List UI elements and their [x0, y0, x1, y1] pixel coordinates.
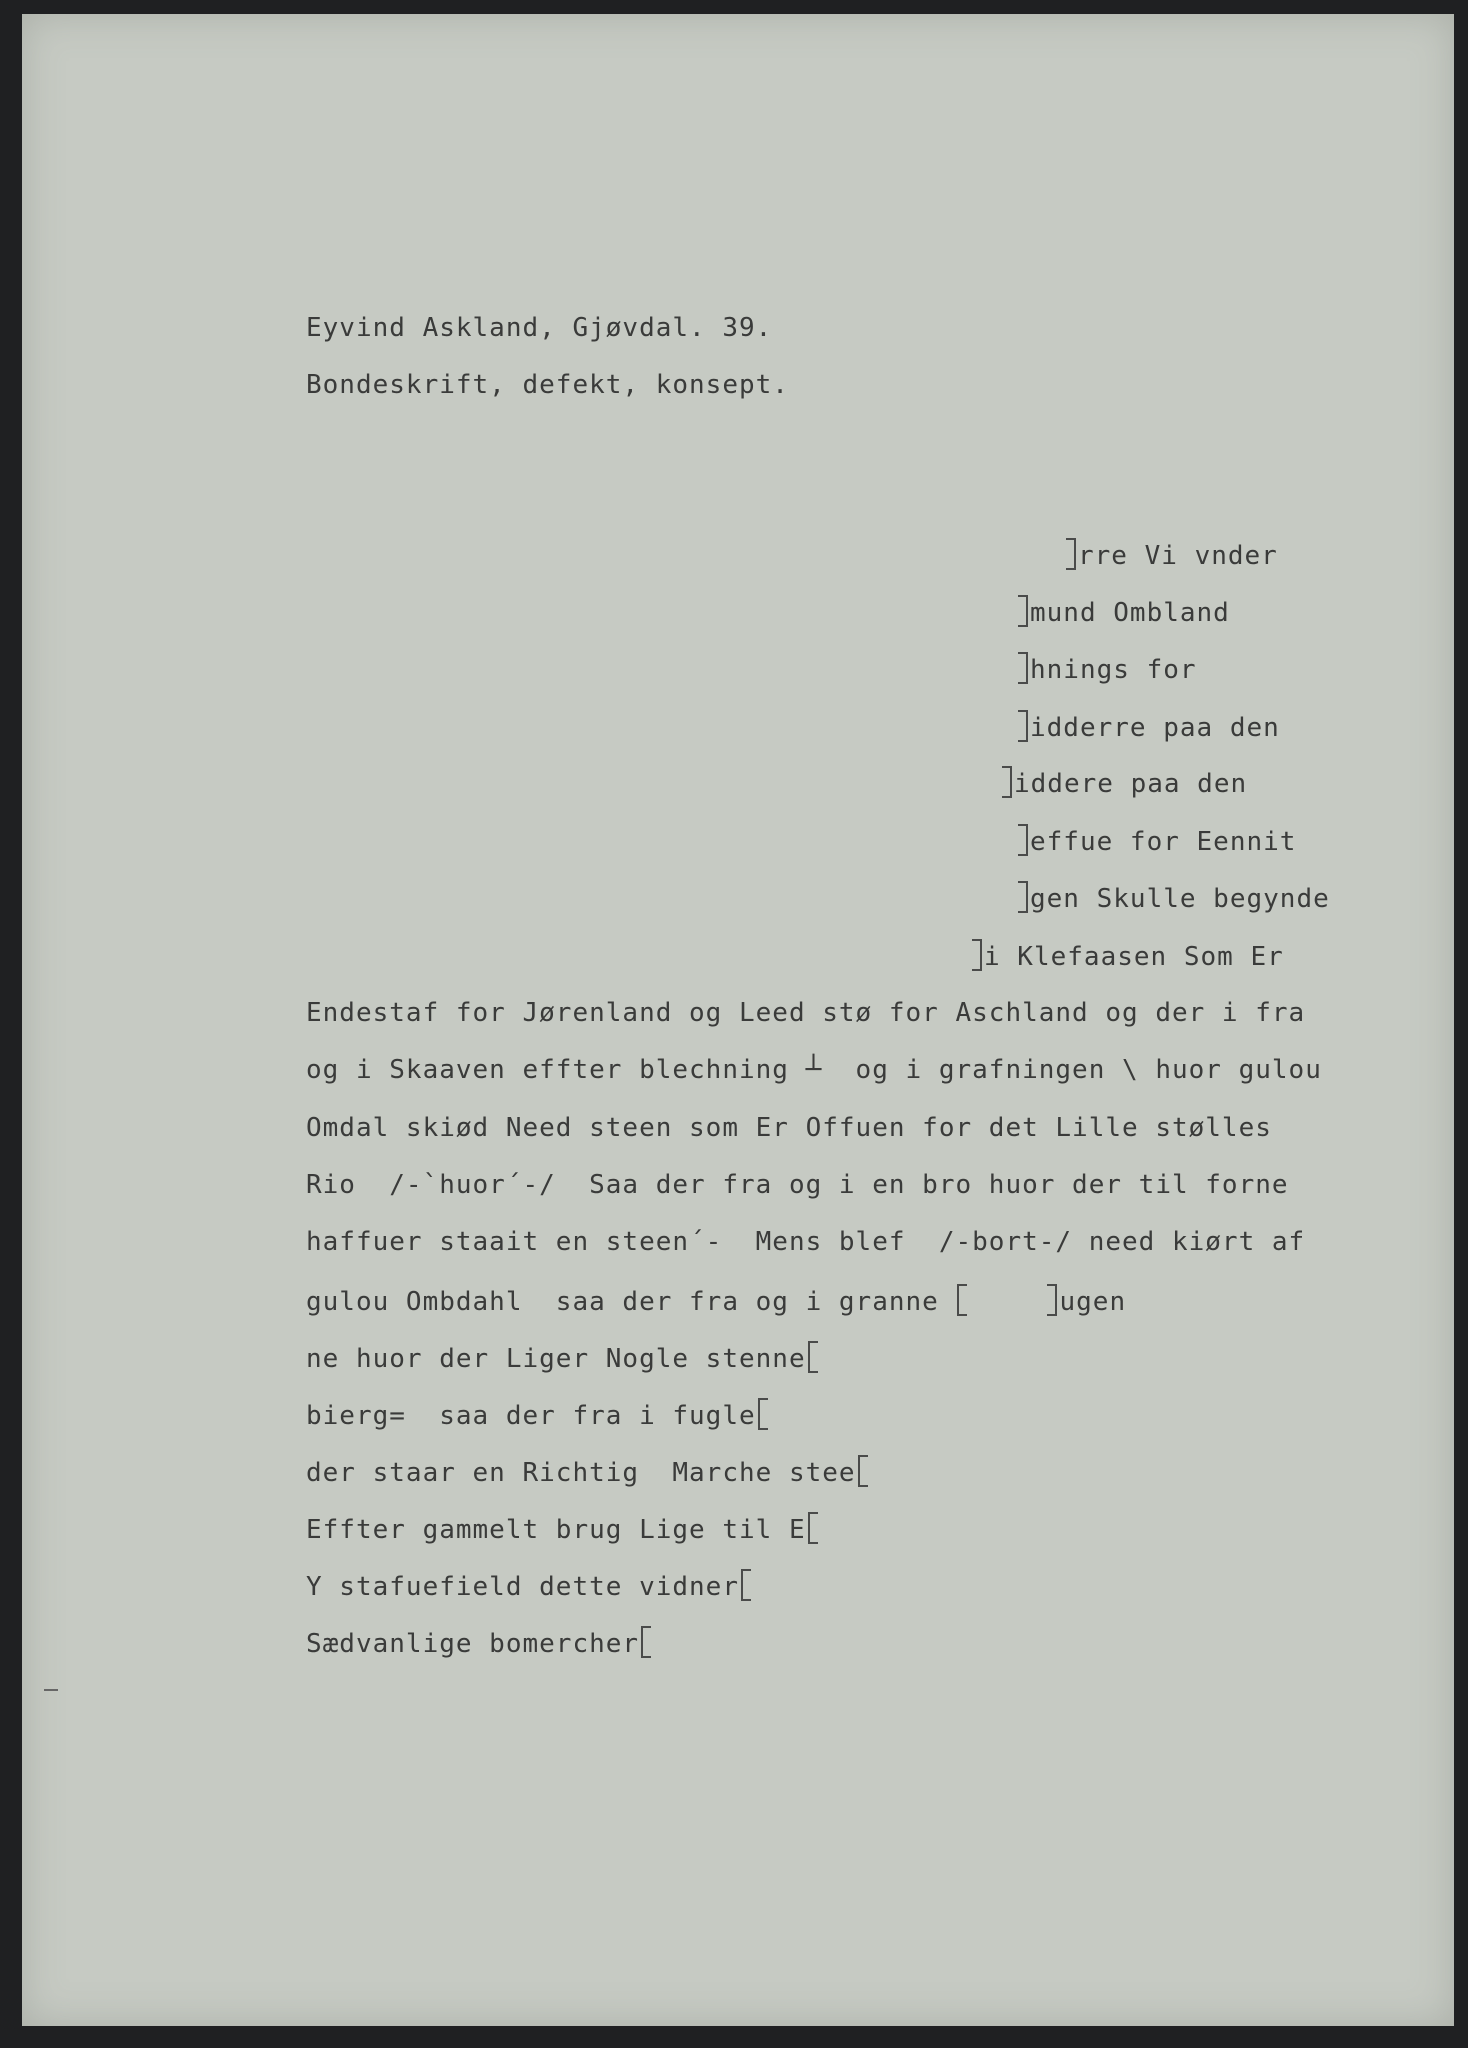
bracket-mark: [1018, 710, 1028, 742]
header-line-1: Eyvind Askland, Gjøvdal. 39.: [306, 313, 773, 343]
bracket-mark: [741, 1569, 751, 1601]
right-line-7: gen Skulle begynde: [1018, 881, 1330, 915]
body-line-7: ne huor der Liger Nogle stenne: [306, 1341, 818, 1375]
bracket-mark: [641, 1626, 651, 1658]
body-line-10: Effter gammelt brug Lige til E: [306, 1512, 818, 1546]
bracket-mark: [808, 1341, 818, 1373]
right-line-5: iddere paa den: [1002, 766, 1247, 800]
bracket-mark: [858, 1455, 868, 1487]
body-line-12: Sædvanlige bomercher: [306, 1626, 651, 1660]
bracket-mark: [972, 939, 982, 971]
right-line-4: idderre paa den: [1018, 710, 1280, 744]
right-line-3: hnings for: [1018, 652, 1197, 686]
bracket-mark: [1018, 652, 1028, 684]
right-line-2: mund Ombland: [1018, 595, 1230, 629]
bracket-mark: [1018, 881, 1028, 913]
right-line-6: effue for Eennit: [1018, 824, 1296, 858]
body-line-8: bierg= saa der fra i fugle: [306, 1398, 768, 1432]
body-line-9: der staar en Richtig Marche stee: [306, 1455, 868, 1489]
body-line-1: Endestaf for Jørenland og Leed stø for Aschland og der i fra: [306, 998, 1306, 1028]
right-line-1: rre Vi vnder: [1066, 538, 1278, 572]
bracket-mark: [1047, 1284, 1057, 1316]
body-line-6: gulou Ombdahl saa der fra og i granne ugen: [306, 1284, 1126, 1318]
body-line-4: Rio /-`huor´-/ Saa der fra og i en bro huor der til forne: [306, 1170, 1289, 1200]
bracket-mark: [1018, 824, 1028, 856]
margin-mark: [44, 1689, 58, 1691]
bracket-mark: [758, 1398, 768, 1430]
header-line-2: Bondeskrift, defekt, konsept.: [306, 370, 789, 400]
body-line-2: og i Skaaven effter blechning ┴ og i grafningen \ huor gulou: [306, 1055, 1322, 1085]
bracket-mark: [957, 1284, 967, 1316]
body-line-11: Y stafuefield dette vidner: [306, 1569, 751, 1603]
right-line-8: i Klefaasen Som Er: [972, 939, 1284, 973]
bracket-mark: [1066, 538, 1076, 570]
bracket-mark: [1018, 595, 1028, 627]
bracket-mark: [808, 1512, 818, 1544]
body-line-3: Omdal skiød Need steen som Er Offuen for det Lille støllеs: [306, 1113, 1272, 1143]
bracket-mark: [1002, 766, 1012, 798]
body-line-5: haffuer staait en steen´- Mens blef /-bort-/ need kiørt af: [306, 1227, 1306, 1257]
document-page: [22, 14, 1454, 2026]
